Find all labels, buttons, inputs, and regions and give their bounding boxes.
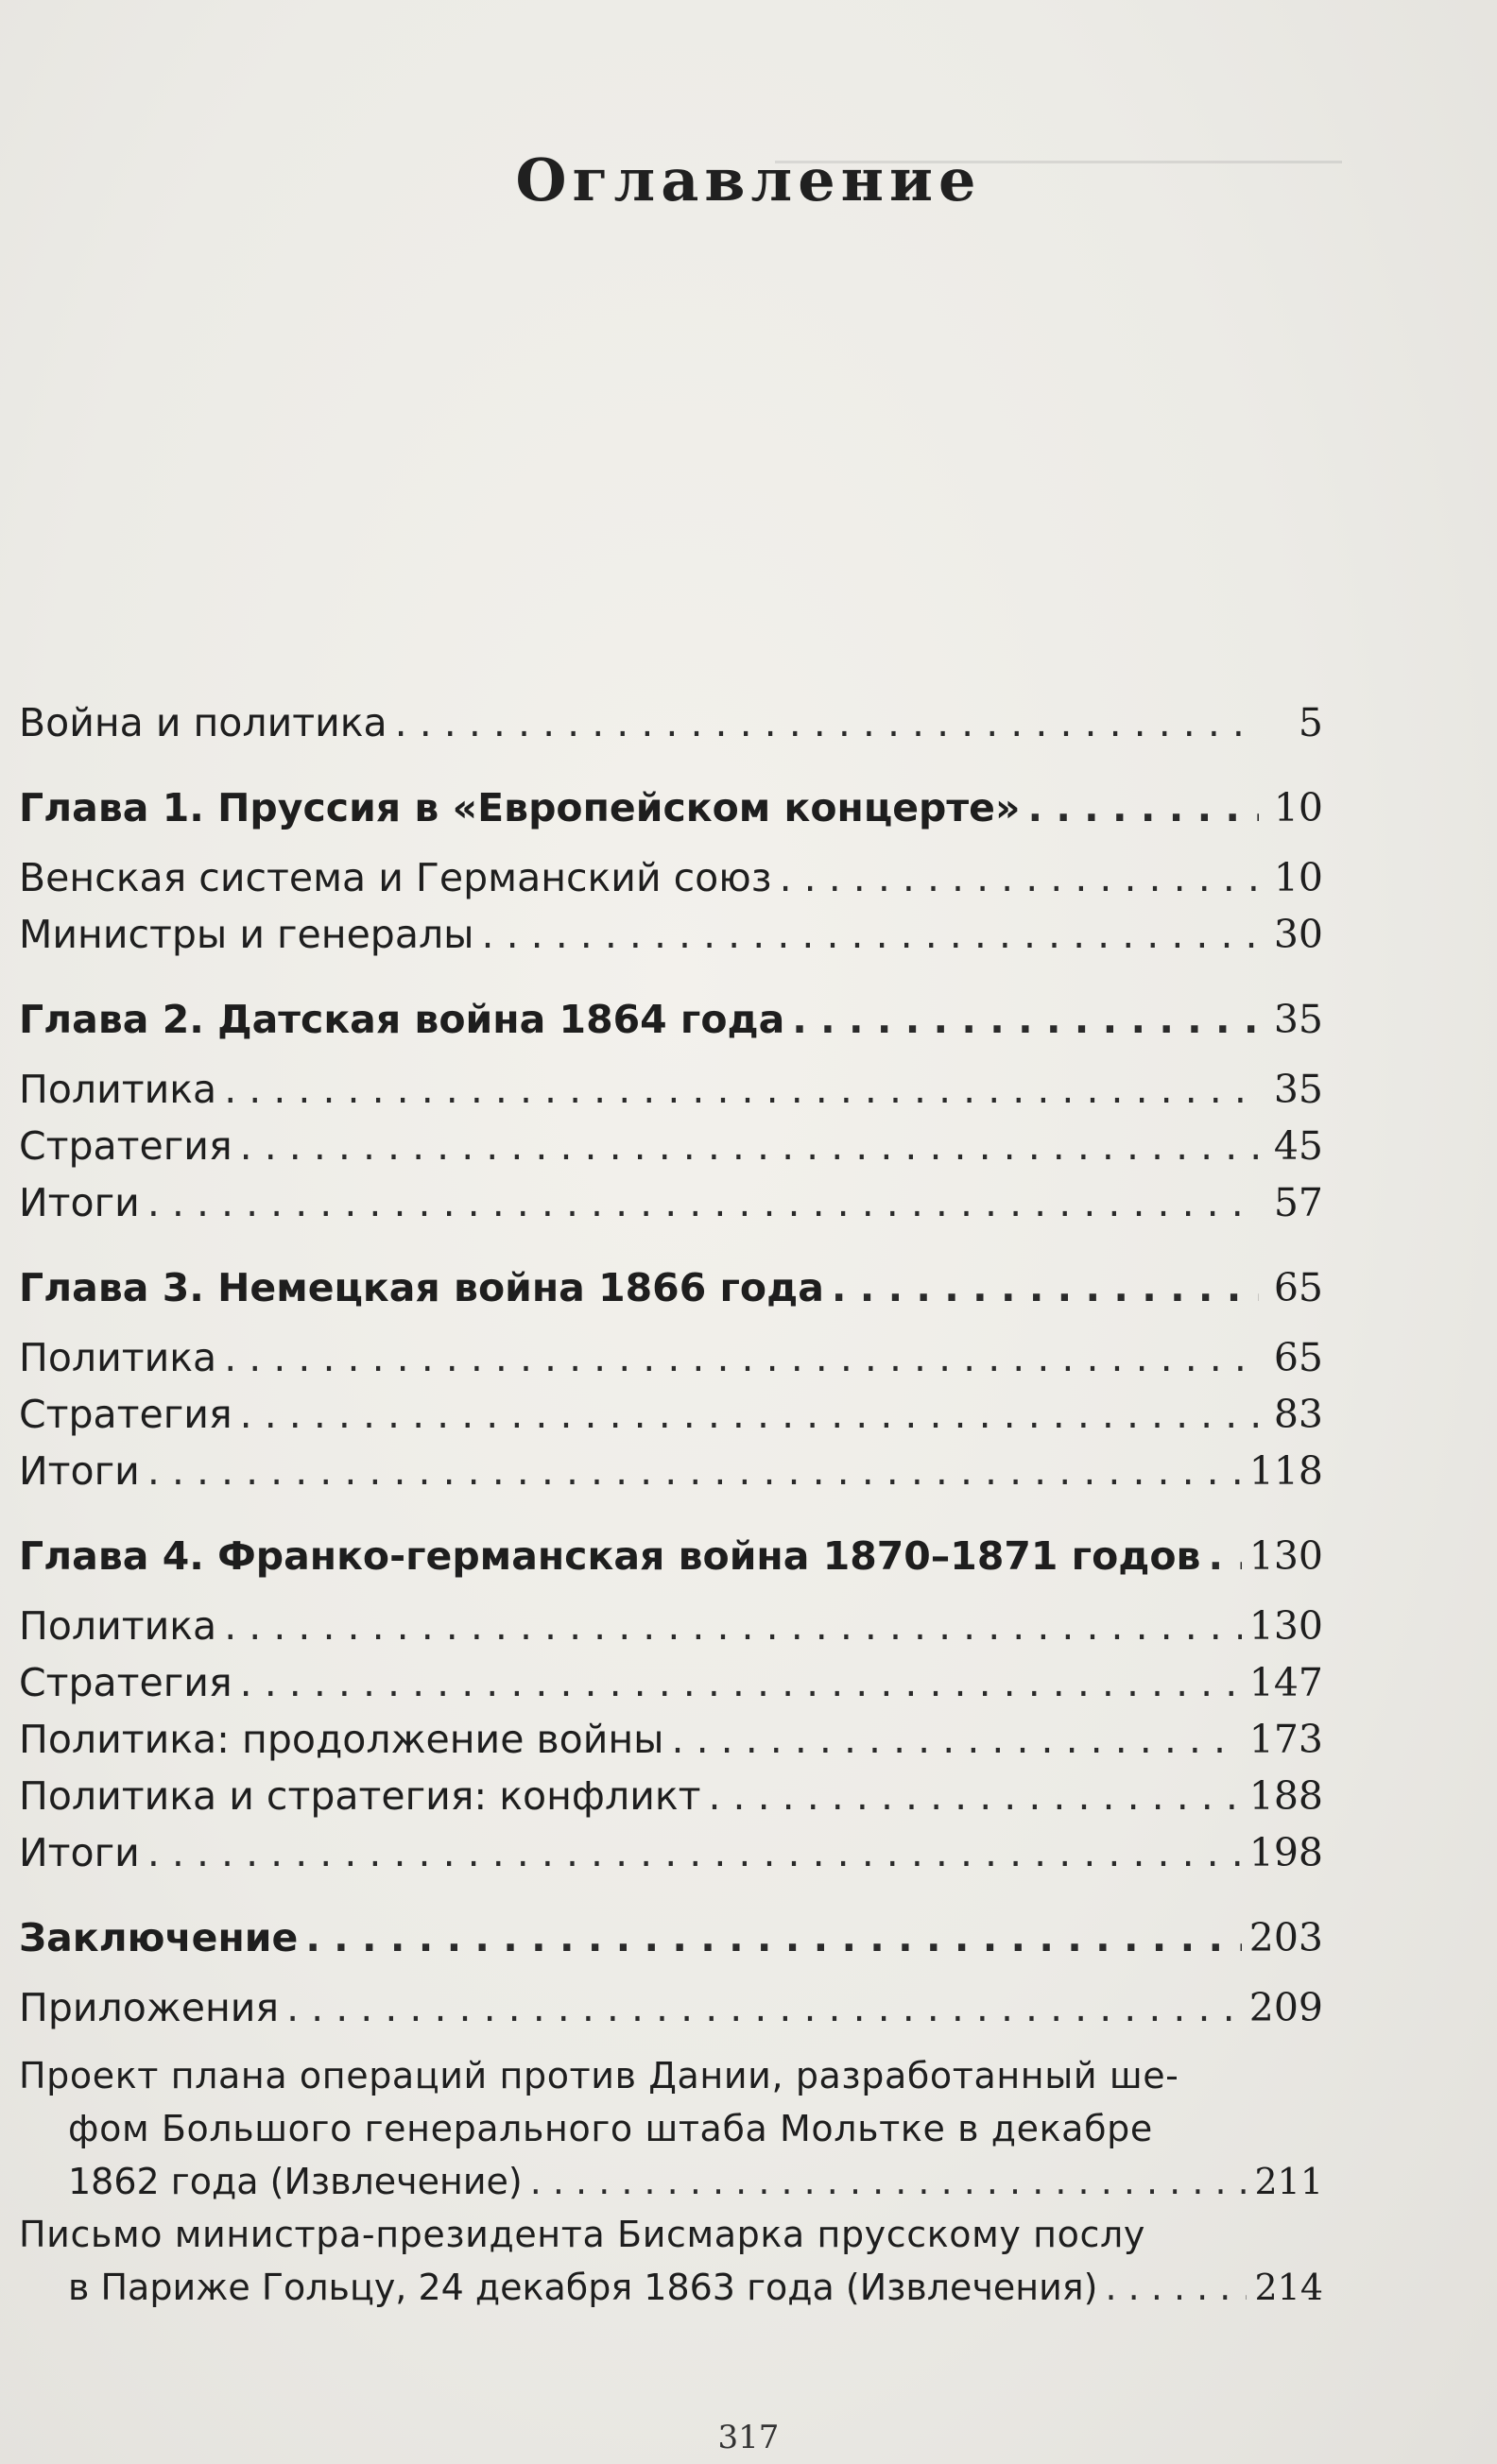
toc-chapter-page: 130 (1248, 1533, 1323, 1579)
toc-entry (19, 1329, 1323, 1386)
toc-leader-dots (482, 906, 1259, 963)
toc-entry-page: 57 (1273, 1180, 1323, 1225)
toc-leader-dots (147, 1443, 1242, 1499)
toc-chapter-page: 203 (1248, 1915, 1323, 1960)
toc-chapter-label: Глава 4. Франко-германская война 1870–1871 годов (19, 1533, 1201, 1579)
page-title: Оглавление (515, 145, 982, 214)
toc-leader-dots (147, 1174, 1259, 1231)
toc-appendix-label: в Париже Гольцу, 24 декабря 1863 года (Извлечения) (68, 2267, 1098, 2308)
toc-chapter (19, 1528, 1323, 1584)
toc-entry-label: Приложения (19, 1985, 280, 2030)
toc-entry-label: Итоги (19, 1180, 140, 1225)
toc-appendix-last-line (19, 2155, 1323, 2208)
toc-leader-dots (780, 849, 1259, 906)
toc-entry-page: 83 (1273, 1392, 1323, 1437)
toc-leader-dots (286, 1979, 1242, 2036)
toc-entry (19, 1386, 1323, 1443)
toc-leader-dots (1027, 779, 1259, 836)
toc-leader-dots (395, 694, 1259, 751)
toc-chapter-label: Заключение (19, 1915, 299, 1960)
toc-leader-dots (1106, 2261, 1248, 2314)
toc-entry-label: Политика: продолжение войны (19, 1717, 664, 1762)
toc-leader-dots (240, 1386, 1259, 1443)
toc-leader-dots (672, 1711, 1242, 1768)
toc-entry-label: Политика и стратегия: конфликт (19, 1773, 701, 1819)
toc-leader-dots (792, 991, 1259, 1048)
toc-entry-label: Стратегия (19, 1392, 232, 1437)
toc-entry-page: 173 (1248, 1717, 1323, 1762)
toc-leader-dots (240, 1654, 1242, 1711)
toc-entry (19, 1118, 1323, 1174)
toc-leader-dots (224, 1061, 1259, 1118)
toc-entry (19, 1824, 1323, 1881)
toc-appendix-page: 214 (1254, 2267, 1323, 2308)
toc-appendix-item (19, 2049, 1323, 2208)
toc-entry-label: Итоги (19, 1830, 140, 1875)
toc-chapter-label: Глава 3. Немецкая война 1866 года (19, 1265, 824, 1310)
toc-chapter-label: Глава 1. Пруссия в «Европейском концерте» (19, 785, 1021, 830)
toc-chapter (19, 1259, 1323, 1316)
toc-appendix-line: Письмо министра-президента Бисмарка прусскому послу (19, 2214, 1145, 2255)
toc-entry-label: Война и политика (19, 700, 387, 745)
toc-chapter (19, 779, 1323, 836)
toc-appendix-last-line (19, 2261, 1323, 2314)
toc-entry-page: 209 (1248, 1985, 1323, 2030)
toc-entry (19, 1174, 1323, 1231)
toc-appendix-item (19, 2208, 1323, 2314)
toc-entry-page: 188 (1248, 1773, 1323, 1819)
toc-entry (19, 1768, 1323, 1824)
toc-chapter (19, 1909, 1323, 1966)
toc-appendix-page: 211 (1254, 2161, 1323, 2202)
toc-entry-page: 147 (1248, 1660, 1323, 1705)
toc-leader-dots (240, 1118, 1259, 1174)
toc-chapter-page: 35 (1273, 997, 1323, 1042)
toc-entry-label: Стратегия (19, 1123, 232, 1169)
toc-entry (19, 694, 1323, 751)
toc-entry (19, 1443, 1323, 1499)
toc-leader-dots (224, 1329, 1259, 1386)
toc-entry-page: 45 (1273, 1123, 1323, 1169)
toc-entry-page: 5 (1298, 700, 1323, 745)
toc-entry (19, 1061, 1323, 1118)
page-number: 317 (717, 2419, 780, 2456)
toc-entry (19, 1598, 1323, 1654)
toc-entry-label: Стратегия (19, 1660, 232, 1705)
toc-entry-label: Венская система и Германский союз (19, 855, 772, 900)
toc-leader-dots (530, 2155, 1248, 2208)
toc-leader-dots (224, 1598, 1242, 1654)
toc-entry (19, 1654, 1323, 1711)
toc-leader-dots (305, 1909, 1241, 1966)
toc-entry-page: 118 (1248, 1448, 1323, 1494)
toc-entry-label: Итоги (19, 1448, 140, 1494)
toc-appendix-line: фом Большого генерального штаба Мольтке в декабре (68, 2108, 1153, 2149)
toc-leader-dots (1209, 1528, 1242, 1584)
toc-entry (19, 849, 1323, 906)
toc-entry (19, 1979, 1323, 2036)
toc-entry-page: 35 (1273, 1067, 1323, 1112)
toc-entry-page: 198 (1248, 1830, 1323, 1875)
toc-entry-page: 10 (1273, 855, 1323, 900)
toc-entry-label: Политика (19, 1335, 217, 1380)
toc-chapter-page: 65 (1273, 1265, 1323, 1310)
toc-appendix-label: 1862 года (Извлечение) (68, 2161, 523, 2202)
toc-entry-page: 30 (1273, 912, 1323, 957)
toc-appendix-line: Проект плана операций против Дании, разработанный ше- (19, 2055, 1179, 2096)
toc-entry-label: Министры и генералы (19, 912, 474, 957)
toc-chapter-label: Глава 2. Датская война 1864 года (19, 997, 785, 1042)
toc-entry-label: Политика (19, 1603, 217, 1649)
toc-entry-page: 130 (1248, 1603, 1323, 1649)
toc-leader-dots (832, 1259, 1259, 1316)
toc-entry-page: 65 (1273, 1335, 1323, 1380)
table-of-contents (19, 694, 1323, 2314)
toc-entry-label: Политика (19, 1067, 217, 1112)
toc-entry (19, 1711, 1323, 1768)
toc-chapter (19, 991, 1323, 1048)
toc-leader-dots (708, 1768, 1241, 1824)
toc-leader-dots (147, 1824, 1242, 1881)
toc-entry (19, 906, 1323, 963)
toc-chapter-page: 10 (1273, 785, 1323, 830)
